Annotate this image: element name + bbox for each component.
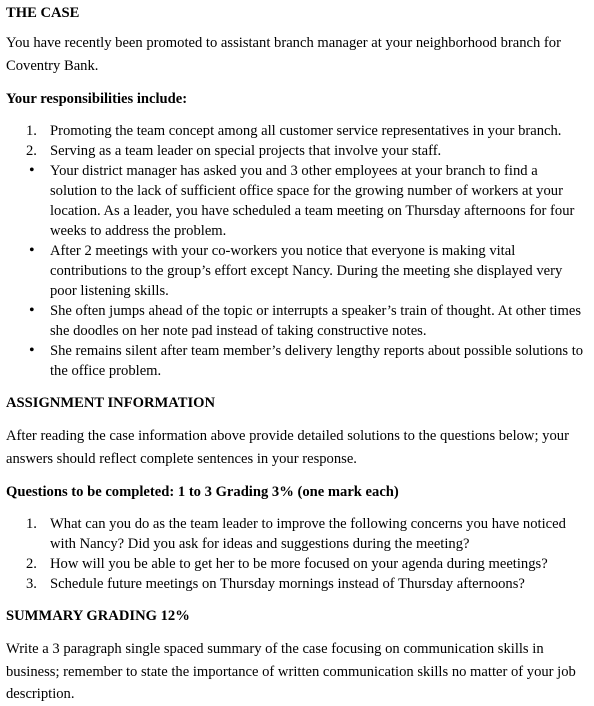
summary-text: Write a 3 paragraph single spaced summary of the case focusing on communication skills in business; remember to state the importance of written communication skills no matter of your job description.	[6, 641, 576, 702]
bullet-icon: •	[29, 302, 35, 319]
list-item-text: Schedule future meetings on Thursday mornings instead of Thursday afternoons?	[50, 576, 525, 592]
list-marker: 1.	[26, 123, 37, 139]
responsibilities-list	[6, 121, 586, 381]
list-item	[6, 554, 586, 574]
case-intro: You have recently been promoted to assistant branch manager at your neighborhood branch for Coventry Bank.	[6, 35, 561, 74]
list-item	[6, 514, 586, 554]
questions-list	[6, 514, 586, 594]
list-marker: 3.	[26, 576, 37, 592]
bullet-icon: •	[29, 342, 35, 359]
list-item	[6, 161, 586, 241]
list-item-text: She often jumps ahead of the topic or interrupts a speaker’s train of thought. At other times she doodles on her note pad instead of taking constructive notes.	[50, 303, 582, 339]
list-item-text: Your district manager has asked you and 3 other employees at your branch to find a solution to the lack of sufficient office space for the growing number of workers at your location. As a leader, you have scheduled a team meeting on Thursday afternoons for four weeks to address the problem.	[50, 163, 575, 239]
list-item	[6, 341, 586, 381]
list-item	[6, 141, 586, 161]
list-item-text: After 2 meetings with your co-workers you notice that everyone is making vital contributions to the group’s effort except Nancy. During the meeting she displayed very poor listening skills.	[50, 243, 563, 299]
list-item-text: How will you be able to get her to be more focused on your agenda during meetings?	[50, 556, 548, 572]
case-heading: THE CASE	[6, 5, 80, 21]
assignment-text: After reading the case information above provide detailed solutions to the questions below; your answers should reflect complete sentences in your response.	[6, 428, 569, 467]
list-item	[6, 241, 586, 301]
responsibilities-heading: Your responsibilities include:	[6, 91, 188, 107]
list-item	[6, 574, 586, 594]
bullet-icon: •	[29, 242, 35, 259]
list-item-text: She remains silent after team member’s delivery lengthy reports about possible solutions to the office problem.	[50, 343, 584, 379]
list-item-text: What can you do as the team leader to improve the following concerns you have noticed with Nancy? Did you ask for ideas and suggestions during the meeting?	[50, 516, 566, 552]
list-item	[6, 301, 586, 341]
bullet-icon: •	[29, 162, 35, 179]
list-marker: 2.	[26, 143, 37, 159]
list-marker: 2.	[26, 556, 37, 572]
list-item-text: Serving as a team leader on special projects that involve your staff.	[50, 143, 442, 159]
summary-heading: SUMMARY GRADING 12%	[6, 608, 190, 624]
list-item-text: Promoting the team concept among all customer service representatives in your branch.	[50, 123, 562, 139]
list-marker: 1.	[26, 516, 37, 532]
assignment-heading: ASSIGNMENT INFORMATION	[6, 395, 216, 411]
questions-heading: Questions to be completed: 1 to 3 Grading 3% (one mark each)	[6, 484, 399, 500]
list-item	[6, 121, 586, 141]
